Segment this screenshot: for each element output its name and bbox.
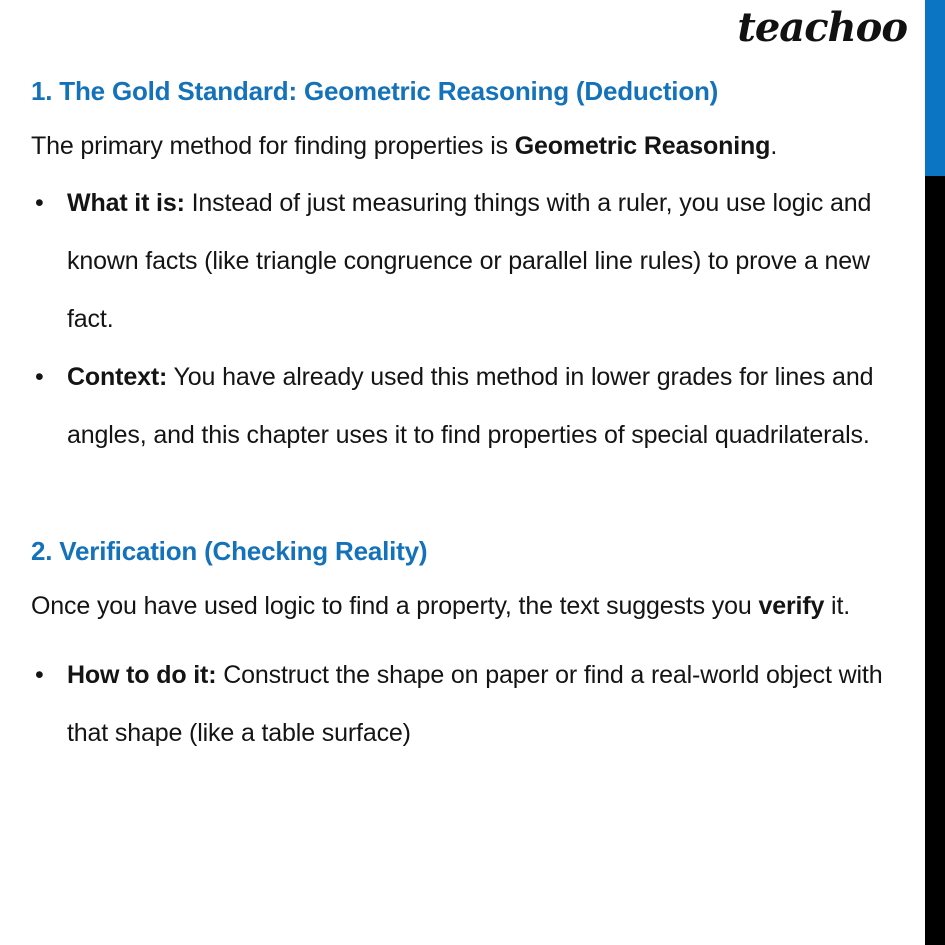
bullet-dot-icon: •: [35, 189, 44, 217]
list-item: [31, 174, 913, 348]
paragraph-2-bold: verify: [758, 592, 825, 620]
edge-bar-blue-segment: [925, 0, 945, 176]
section-paragraph-2: [31, 582, 913, 630]
edge-bar-black-segment: [925, 176, 945, 945]
bullet-dot-icon: •: [35, 363, 44, 391]
bullet-dot-icon: •: [35, 661, 44, 689]
list-item: [31, 646, 913, 762]
section-paragraph-1: [31, 122, 913, 170]
section-heading-2: 2. Verification (Checking Reality): [31, 536, 428, 566]
bullet-1-1-label: What it is:: [67, 189, 185, 217]
paragraph-2-lead: Once you have used logic to find a property, the text suggests you: [31, 592, 759, 620]
bullet-2-1-text: Construct the shape on paper or find a real-world object with that shape (like a table surface): [67, 661, 883, 747]
list-item: [31, 348, 913, 464]
bullet-1-2-label: Context:: [67, 363, 168, 391]
right-edge-accent-bar: [925, 0, 945, 945]
paragraph-1-tail: .: [770, 132, 778, 160]
paragraph-spacer: [31, 634, 913, 646]
teachoo-logo: teachoo: [737, 4, 907, 51]
bullet-list-1: [31, 174, 913, 464]
slide-content: [31, 74, 913, 762]
paragraph-1-bold: Geometric Reasoning: [514, 132, 771, 160]
bullet-2-1-label: How to do it:: [67, 661, 217, 689]
paragraph-1-lead: The primary method for finding properties is: [31, 132, 515, 160]
bullet-1-2-text: You have already used this method in lower grades for lines and angles, and this chapter uses it to find properties of special quadrilaterals.: [67, 363, 874, 449]
section-spacer: [31, 464, 913, 534]
bullet-1-1-text: Instead of just measuring things with a ruler, you use logic and known facts (like triangle congruence or parallel line rules) to prove a new fact.: [67, 189, 872, 333]
paragraph-2-tail: it.: [824, 592, 851, 620]
bullet-list-2: [31, 646, 913, 762]
section-heading-1: 1. The Gold Standard: Geometric Reasoning (Deduction): [31, 76, 719, 106]
